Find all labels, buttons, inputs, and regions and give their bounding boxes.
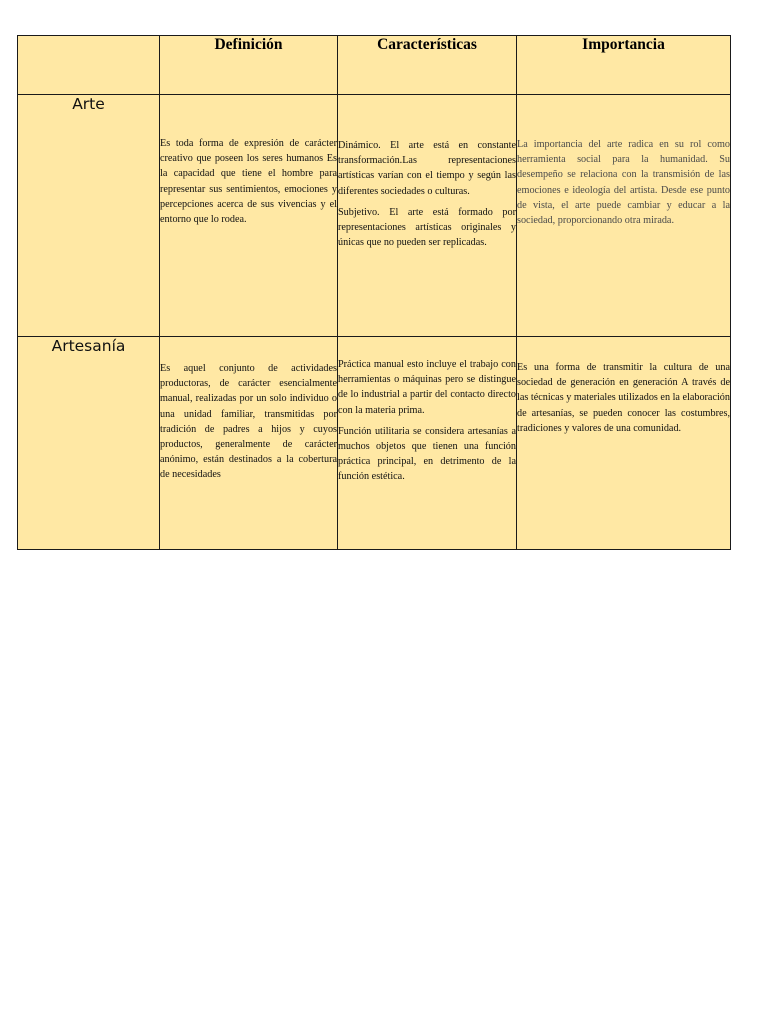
cell-arte-caracteristicas	[338, 95, 517, 337]
definicion-text: Es toda forma de expresión de carácter creativo que poseen los seres humanos Es la capacidad que tiene el hombre para representar sus sentimientos, emociones y percepciones acerca de sus vivencias y el entorno que lo rodea.	[160, 138, 337, 226]
comparison-table	[17, 35, 731, 550]
cell-artesania-definicion	[160, 337, 338, 550]
table-row-artesania	[18, 337, 731, 550]
caracteristica-item: Dinámico. El arte está en constante transformación.Las representaciones artísticas varían con el tiempo y según las diferentes sociedades o culturas.	[338, 140, 516, 197]
header-caracteristicas: Características	[338, 36, 517, 95]
header-row	[18, 36, 731, 95]
row-label-artesania: Artesanía	[18, 337, 160, 550]
corner-cell	[18, 36, 160, 95]
row-label-arte: Arte	[18, 95, 160, 337]
importancia-text: La importancia del arte radica en su rol como herramienta social para la humanidad. Su desempeño se relaciona con la transmisión de las emociones e ideología del artista. Desde ese punto de vista, el arte puede cambiar y educar a la sociedad, proporcionando otra mirada.	[517, 139, 730, 227]
cell-artesania-caracteristicas	[338, 337, 517, 550]
importancia-text: Es una forma de transmitir la cultura de una sociedad de generación en generación A través de las técnicas y materiales utilizados en la elaboración de artesanías, se pueden conocer las costumbres, tradiciones y valores de una comunidad.	[517, 362, 730, 434]
cell-artesania-importancia	[517, 337, 731, 550]
caracteristica-item: Función utilitaria se considera artesanías a muchos objetos que tienen una función práctica principal, en detrimento de la función estética.	[338, 425, 516, 483]
caracteristica-item: Práctica manual esto incluye el trabajo con herramientas o máquinas pero se distingue de lo industrial a partir del contacto directo con la materia prima.	[338, 359, 516, 416]
cell-arte-importancia	[517, 95, 731, 337]
caracteristica-item: Subjetivo. El arte está formado por representaciones artísticas originales y únicas que no pueden ser replicadas.	[338, 206, 516, 249]
cell-arte-definicion	[160, 95, 338, 337]
header-importancia: Importancia	[517, 36, 731, 95]
table-row-arte	[18, 95, 731, 337]
header-definicion: Definición	[160, 36, 338, 95]
definicion-text: Es aquel conjunto de actividades productoras, de carácter esencialmente manual, realizadas por un solo individuo o una unidad familiar, transmitidas por tradición de padres a hijos y cuyos productos, generalmente de carácter anónimo, están destinados a la cobertura de necesidades	[160, 363, 337, 481]
